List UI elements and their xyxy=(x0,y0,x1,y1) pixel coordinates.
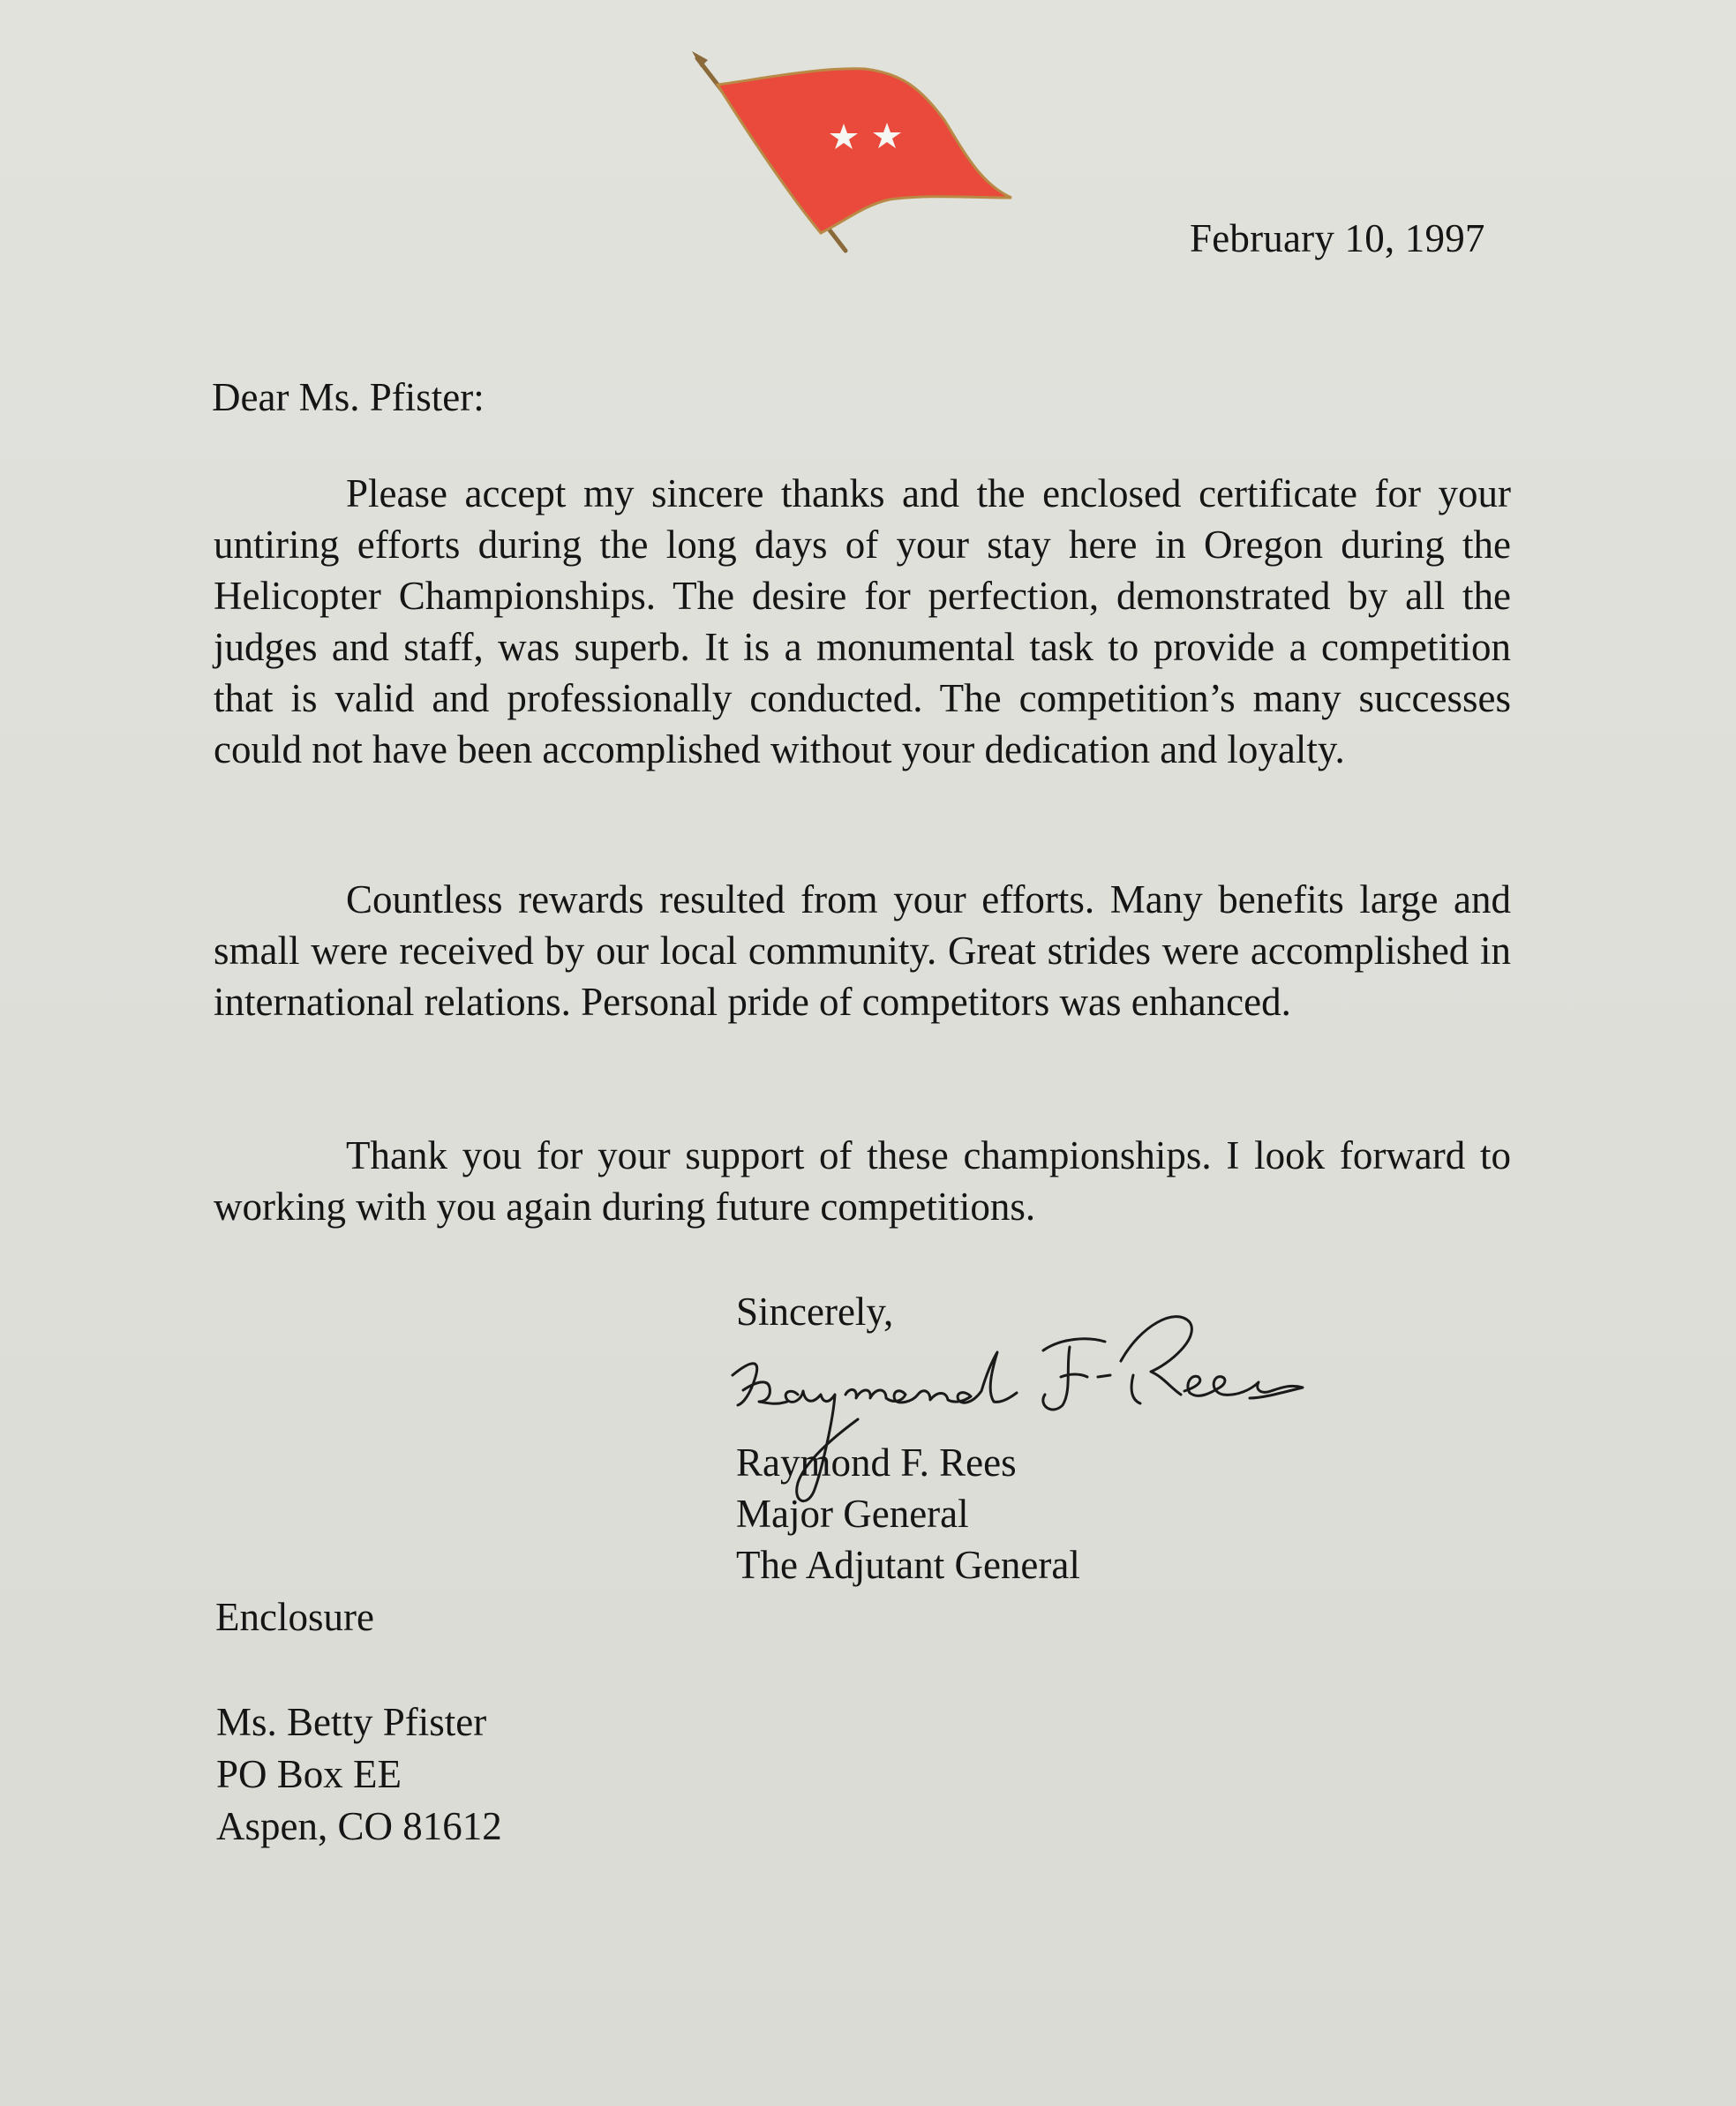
body-paragraph xyxy=(214,1130,1511,1232)
signer-title: The Adjutant General xyxy=(736,1543,1080,1587)
paragraph-text: Thank you for your support of these championships. I look forward to working with you again during future competitions. xyxy=(214,1133,1511,1229)
enclosure-note: Enclosure xyxy=(215,1595,374,1639)
recipient-name: Ms. Betty Pfister xyxy=(216,1700,487,1744)
paragraph-text: Please accept my sincere thanks and the enclosed certificate for your untiring efforts during the long days of your stay here in Oregon during the Helicopter Championships. The desire for perfection, demonstrated by all the judges and staff, was superb. It is a monumental task to provide a competition that is valid and professionally conducted. The competition’s many successes could not have been accomplished without your dedication and loyalty. xyxy=(214,471,1511,771)
closing: Sincerely, xyxy=(736,1290,894,1334)
body-paragraph xyxy=(214,468,1511,775)
signature-block xyxy=(736,1437,1080,1591)
salutation: Dear Ms. Pfister: xyxy=(212,375,485,419)
flag-staff-tip xyxy=(692,51,708,67)
two-star-general-flag-icon xyxy=(688,51,1024,263)
body-paragraph xyxy=(214,874,1511,1027)
recipient-city-line: Aspen, CO 81612 xyxy=(216,1804,502,1848)
recipient-street: PO Box EE xyxy=(216,1752,402,1796)
flag-cloth xyxy=(718,69,1011,233)
paragraph-text: Countless rewards resulted from your efforts. Many benefits large and small were received by our local community. Great strides were accomplished in international relations. Personal pride of competitors was enhanced. xyxy=(214,877,1511,1024)
recipient-address xyxy=(216,1696,502,1853)
signer-rank: Major General xyxy=(736,1492,969,1536)
signer-name: Raymond F. Rees xyxy=(736,1440,1017,1485)
letter-date: February 10, 1997 xyxy=(1190,216,1485,260)
